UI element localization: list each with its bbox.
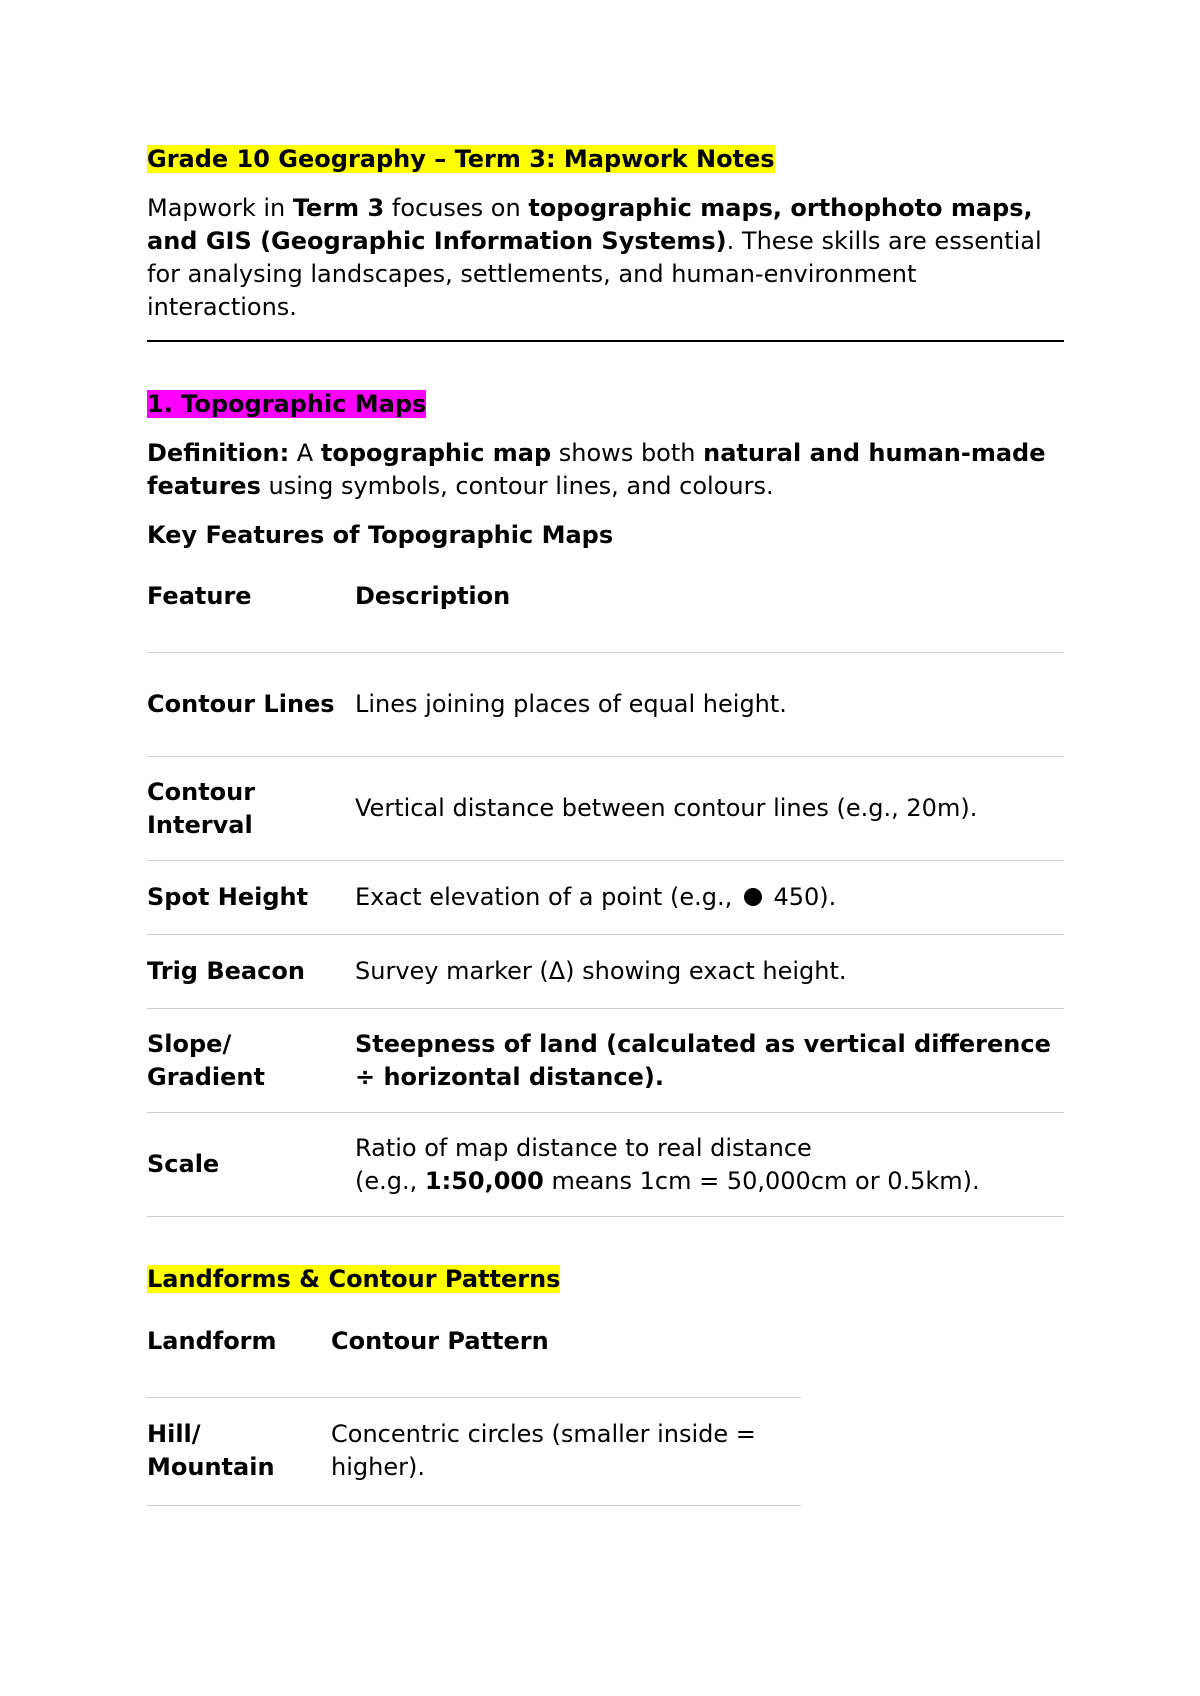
horizontal-rule bbox=[147, 340, 1064, 342]
feature-cell: Contour Lines bbox=[147, 690, 335, 718]
feature-cell: Contour Interval bbox=[147, 777, 256, 839]
description-cell: Ratio of map distance to real distance (e.g., 1:50,000 means 1cm = 50,000cm or 0.5km). bbox=[355, 1133, 980, 1195]
table-header-row bbox=[147, 1325, 801, 1398]
section-heading-topographic-maps: 1. Topographic Maps bbox=[147, 390, 427, 418]
column-header-landform: Landform bbox=[147, 1327, 277, 1355]
description-cell: Steepness of land (calculated as vertical difference ÷ horizontal distance). bbox=[355, 1029, 1051, 1091]
landform-cell: Hill/ Mountain bbox=[147, 1420, 275, 1481]
description-cell: Lines joining places of equal height. bbox=[355, 690, 787, 718]
description-cell: Exact elevation of a point (e.g., 450). bbox=[355, 883, 837, 911]
feature-cell: Trig Beacon bbox=[147, 957, 305, 985]
table-row bbox=[147, 757, 1064, 861]
intro-paragraph: Mapwork in Term 3 focuses on topographic maps, orthophoto maps, and GIS (Geographic Information Systems). These skills are essential for analysing landscapes, settlements, and human-environment interactions. bbox=[147, 194, 1042, 321]
table-header-row bbox=[147, 580, 1064, 653]
subheading-key-features: Key Features of Topographic Maps bbox=[147, 521, 614, 549]
column-header-feature: Feature bbox=[147, 582, 252, 610]
table-row bbox=[147, 1398, 801, 1506]
subheading-landforms: Landforms & Contour Patterns bbox=[147, 1265, 561, 1293]
spot-height-dot-icon bbox=[744, 888, 762, 906]
feature-cell: Spot Height bbox=[147, 883, 309, 911]
table-row bbox=[147, 1009, 1064, 1113]
table-row bbox=[147, 653, 1064, 757]
description-cell: Vertical distance between contour lines (e.g., 20m). bbox=[355, 794, 978, 822]
features-table bbox=[147, 580, 1064, 1217]
column-header-contour-pattern: Contour Pattern bbox=[331, 1327, 549, 1355]
landforms-table bbox=[147, 1325, 801, 1506]
column-header-description: Description bbox=[355, 582, 511, 610]
document-title: Grade 10 Geography – Term 3: Mapwork Notes bbox=[147, 145, 775, 173]
table-row bbox=[147, 861, 1064, 935]
pattern-cell: Concentric circles (smaller inside = higher). bbox=[331, 1420, 756, 1481]
table-row bbox=[147, 1113, 1064, 1217]
description-cell: Survey marker (Δ) showing exact height. bbox=[355, 957, 847, 985]
definition-paragraph: Definition: A topographic map shows both natural and human-made features using symbols, contour lines, and colours. bbox=[147, 439, 1046, 500]
feature-cell: Scale bbox=[147, 1150, 220, 1178]
feature-cell: Slope/ Gradient bbox=[147, 1029, 265, 1091]
table-row bbox=[147, 935, 1064, 1009]
